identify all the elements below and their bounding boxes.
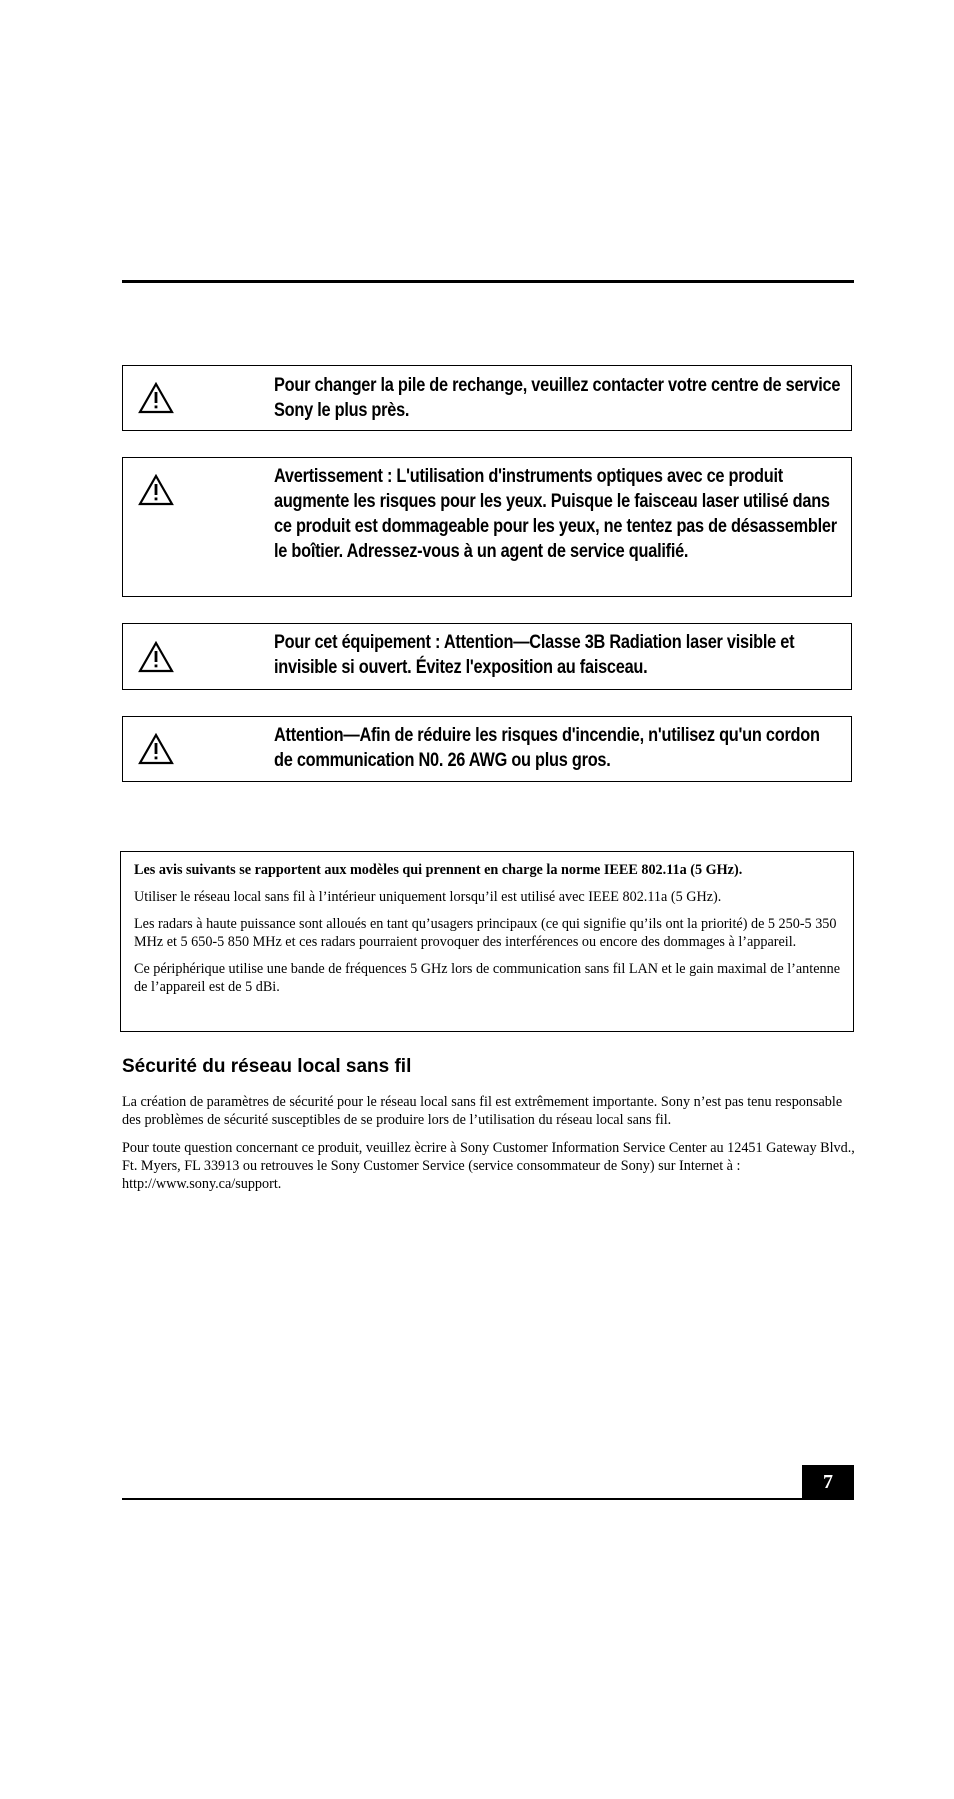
- section-title: Sécurité du réseau local sans fil: [122, 1056, 412, 1077]
- top-rule: [122, 280, 854, 283]
- warning-text: Attention—Afin de réduire les risques d'incendie, n'utilisez qu'un cordon de communication N0. 26 AWG ou plus gros.: [274, 725, 820, 771]
- warning-text: Pour cet équipement : Attention—Classe 3B Radiation laser visible et invisible si ouvert. Évitez l'exposition au faisceau.: [274, 632, 795, 678]
- warning-text: Pour changer la pile de rechange, veuillez contacter votre centre de service Sony le plus près.: [274, 375, 841, 421]
- warning-text: Avertissement : L'utilisation d'instruments optiques avec ce produit augmente les risques pour les yeux. Puisque le faisceau laser utilisé dans ce produit est dommageable pour les yeux, ne tentez pas de désassembler le boîtier. Adressez-vous à un agent de service qualifié.: [274, 466, 837, 562]
- warning-box-battery: [122, 365, 852, 431]
- warning-box-laser-class: [122, 623, 852, 690]
- page-number: 7: [802, 1465, 854, 1500]
- warning-triangle-icon: [138, 382, 174, 414]
- warning-box-fire: [122, 716, 852, 782]
- notice-heading: Les avis suivants se rapportent aux modèles qui prennent en charge la norme IEEE 802.11a (5 GHz).: [134, 862, 743, 878]
- bottom-rule: [122, 1498, 854, 1500]
- notice-paragraph: Les radars à haute puissance sont alloués en tant qu’usagers principaux (ce qui signifie qu’ils ont la priorité) de 5 250-5 350 MHz et 5 650-5 850 MHz et ces radars pourraient provoquer des interférences ou encore des dommages à l’appareil.: [134, 916, 837, 950]
- warning-box-laser-optical: [122, 457, 852, 597]
- notice-paragraph: Utiliser le réseau local sans fil à l’intérieur uniquement lorsqu’il est utilisé avec IEEE 802.11a (5 GHz).: [134, 889, 722, 905]
- warning-triangle-icon: [138, 641, 174, 673]
- warning-triangle-icon: [138, 474, 174, 506]
- section-paragraph: Pour toute question concernant ce produit, veuillez ècrire à Sony Customer Information Service Center au 12451 Gateway Blvd., Ft. Myers, FL 33913 ou retrouves le Sony Customer Service (service consommateur de Sony) sur Internet à : http://www.sony.ca/support.: [122, 1140, 855, 1192]
- ieee-notice-box: [120, 851, 854, 1032]
- notice-paragraph: Ce périphérique utilise une bande de fréquences 5 GHz lors de communication sans fil LAN et le gain maximal de l’antenne de l’appareil est de 5 dBi.: [134, 961, 840, 995]
- section-paragraph: La création de paramètres de sécurité pour le réseau local sans fil est extrêmement importante. Sony n’est pas tenu responsable des problèmes de sécurité susceptibles de se produire lors de l’utilisation du réseau local sans fil.: [122, 1094, 843, 1128]
- warning-triangle-icon: [138, 733, 174, 765]
